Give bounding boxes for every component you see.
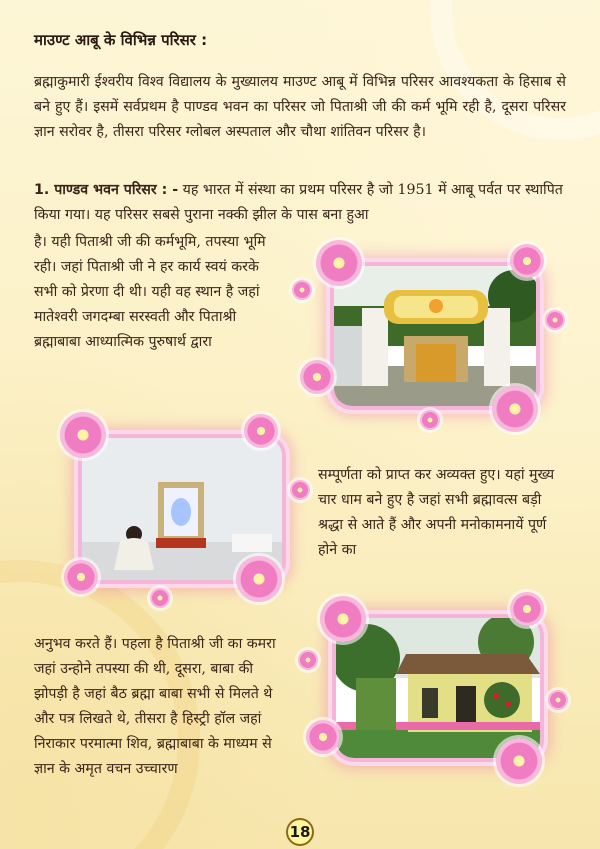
intro-paragraph: ब्रह्माकुमारी ईश्वरीय विश्व विद्यालय के मुख्यालय माउण्ट आबू में विभिन्न परिसर आवश्यकता के हिसाब से बने हुए हैं। इसमें सर्वप्रथम है पाण्डव भवन का परिसर जो पिताश्री जी की कर्म भूमि रही है, दूसरा परिसर ज्ञान सरोवर है, तीसरा परिसर ग्लोबल अस्पताल और चौथा शांतिवन परिसर है। — [34, 74, 566, 140]
flower-decoration — [492, 386, 538, 432]
flower-decoration — [300, 360, 334, 394]
flower-decoration — [64, 560, 98, 594]
flower-decoration — [298, 650, 318, 670]
page-number: 18 — [286, 818, 314, 846]
section-1-continuation-2: सम्पूर्णता को प्राप्त कर अव्यक्त हुए। यहां मुख्य चार धाम बने हुए है जहां सभी ब्रह्मावत्स बड़ी श्रद्धा से आते हैं और अपनी मनोकामनायें पूर्ण होने का — [318, 467, 555, 558]
pandav-bhavan-gate-photo — [334, 266, 536, 406]
section-1-continuation: है। यही पिताश्री जी की कर्मभूमि, तपस्या भूमि रही। जहां पिताश्री जी ने हर कार्य स्वयं करके सभी को प्रेरणा दी थी। यही वह स्थान है जहां मातेश्वरी जगदम्बा सरस्वती और पिताश्री ब्रह्माबाबा आध्यात्मिक पुरुषार्थ द्वारा — [34, 234, 266, 350]
flower-decoration — [320, 596, 366, 642]
section-1-continuation-3: अनुभव करते हैं। पहला है पिताश्री जी का कमरा जहां उन्होने तपस्या की थी, दूसरा, बाबा की झोपड़ी है जहां बैठ ब्रह्मा बाबा सभी से मिलते थे और पत्र लिखते थे, तीसरा है हिस्ट्री हॉल जहां निराकार परमात्मा शिव, ब्रह्माबाबा के माध्यम से ज्ञान के अमृत वचन उच्चारण — [34, 636, 276, 777]
flower-decoration — [306, 720, 340, 754]
flower-decoration — [496, 738, 542, 784]
flower-decoration — [150, 588, 170, 608]
baba-hut-photo — [336, 618, 540, 758]
flower-decoration — [290, 480, 310, 500]
flower-decoration — [60, 412, 106, 458]
flower-decoration — [548, 690, 568, 710]
flower-decoration — [545, 310, 565, 330]
section-1-intro — [34, 178, 566, 228]
flower-decoration — [236, 556, 282, 602]
flower-decoration — [420, 410, 440, 430]
flower-decoration — [292, 280, 312, 300]
section-1-title: 1. पाण्डव भवन परिसर : - — [34, 182, 179, 198]
flower-decoration — [510, 592, 544, 626]
flower-decoration — [244, 414, 278, 448]
flower-decoration — [510, 244, 544, 278]
flower-decoration — [316, 240, 362, 286]
page-heading: माउण्ट आबू के विभिन्न परिसर : — [34, 31, 208, 49]
section-1-intro-text: यह भारत में संस्था का प्रथम परिसर है जो 1951 में आबू पर्वत पर स्थापित किया गया। यह परिसर सबसे पुराना नक्की झील के पास बना हुआ — [34, 182, 563, 223]
